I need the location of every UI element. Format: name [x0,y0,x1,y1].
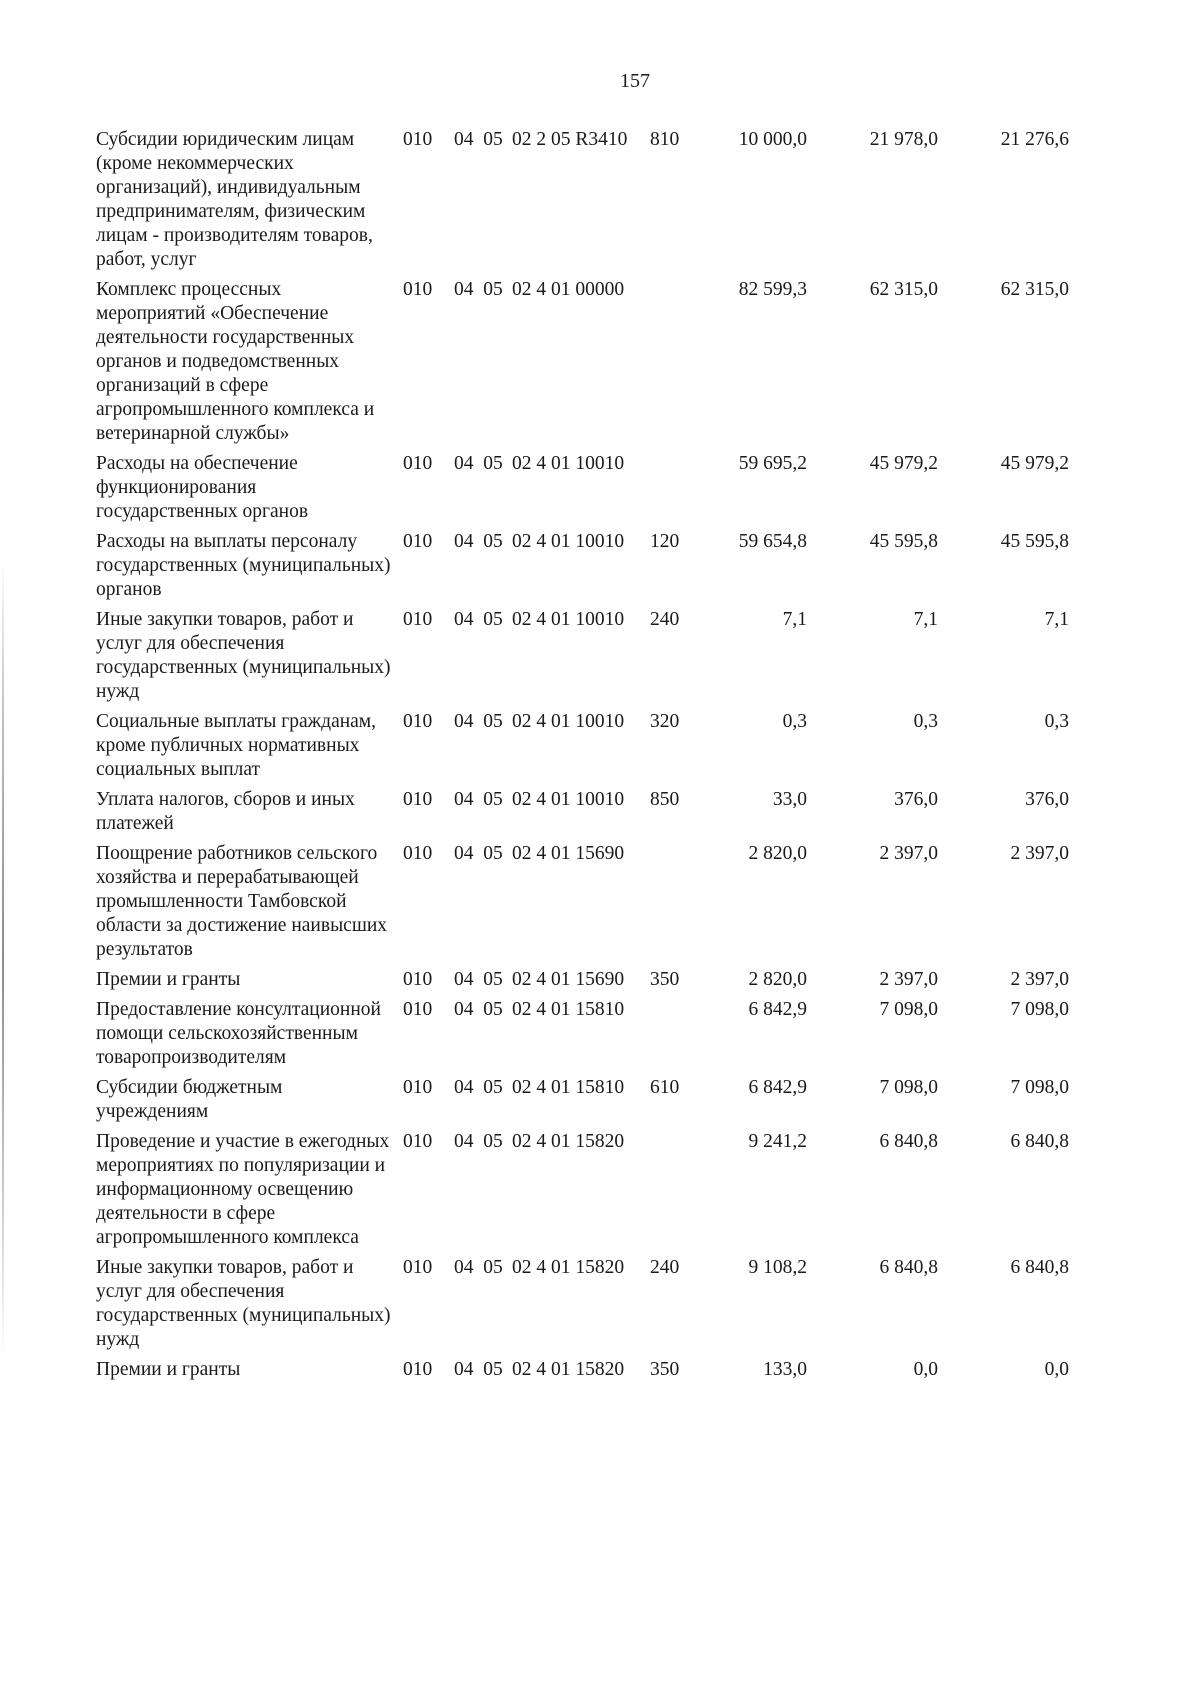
row-section-subsection [452,278,510,446]
code-spacer [474,609,484,630]
code-spacer [474,789,484,810]
row-admin-code: 010 [403,1131,433,1152]
row-name: Предоставление консултационной помощи сельскохозяйственным товаропроизводителям [96,999,381,1068]
row-expense-type-code: 350 [650,1359,680,1380]
row-admin-code: 010 [403,789,433,810]
row-amount-year-3: 7,1 [1044,609,1069,630]
row-target-article-code: 02 4 01 00000 [512,279,625,300]
row-name: Расходы на выплаты персоналу государственных (муниципальных) органов [96,531,391,600]
row-section-code: 04 [454,453,474,474]
row-section-code: 04 [454,129,474,150]
row-amount-year-2: 21 978,0 [869,129,938,150]
table-row [96,788,1186,836]
row-subsection-code: 05 [483,1257,503,1278]
table-row [96,608,1186,704]
row-admin-code: 010 [403,531,433,552]
code-spacer [474,1359,484,1380]
row-amount-year-3: 7 098,0 [1010,999,1069,1020]
row-subsection-code: 05 [483,453,503,474]
row-expense-type-code: 120 [650,531,680,552]
row-section-subsection [452,452,510,524]
row-amount-year-3: 7 098,0 [1010,1077,1069,1098]
row-amount-year-3: 62 315,0 [1000,279,1069,300]
row-expense-type-code: 850 [650,789,680,810]
row-section-code: 04 [454,1131,474,1152]
row-amount-year-1: 33,0 [772,789,807,810]
row-amount-year-2: 2 397,0 [879,969,938,990]
row-subsection-code: 05 [483,531,503,552]
row-expense-type-code: 240 [650,609,680,630]
row-target-article-code: 02 4 01 15810 [512,1077,625,1098]
row-name: Поощрение работников сельского хозяйства и перерабатывающей промышленности Тамбовской области за достижение наивысших результатов [96,843,388,960]
table-row [96,968,1186,992]
row-amount-year-1: 59 654,8 [738,531,807,552]
row-subsection-code: 05 [483,969,503,990]
row-amount-year-1: 9 241,2 [748,1131,807,1152]
row-target-article-code: 02 4 01 10010 [512,609,625,630]
row-expense-type-code [648,452,704,524]
table-row [96,278,1186,446]
row-section-code: 04 [454,843,474,864]
row-section-subsection [452,998,510,1070]
row-admin-code: 010 [403,1077,433,1098]
row-amount-year-2: 6 840,8 [879,1257,938,1278]
row-subsection-code: 05 [483,1359,503,1380]
row-section-subsection [452,128,510,272]
budget-table [96,128,1186,1388]
table-row [96,1130,1186,1250]
row-subsection-code: 05 [483,711,503,732]
row-amount-year-3: 6 840,8 [1010,1131,1069,1152]
row-amount-year-2: 0,0 [913,1359,938,1380]
row-target-article-code: 02 4 01 15820 [512,1131,625,1152]
row-section-code: 04 [454,1077,474,1098]
row-section-code: 04 [454,1257,474,1278]
row-target-article-code: 02 4 01 15690 [512,843,625,864]
row-admin-code: 010 [403,609,433,630]
row-subsection-code: 05 [483,609,503,630]
row-amount-year-2: 2 397,0 [879,843,938,864]
table-row [96,452,1186,524]
table-row [96,710,1186,782]
row-expense-type-code: 320 [650,711,680,732]
row-amount-year-3: 21 276,6 [1000,129,1069,150]
row-amount-year-2: 7 098,0 [879,1077,938,1098]
row-section-code: 04 [454,1359,474,1380]
row-admin-code: 010 [403,1257,433,1278]
row-admin-code: 010 [403,129,433,150]
row-amount-year-2: 7 098,0 [879,999,938,1020]
row-target-article-code: 02 2 05 R3410 [512,129,628,150]
row-target-article-code: 02 4 01 15810 [512,999,625,1020]
row-expense-type-code [648,278,704,446]
row-target-article-code: 02 4 01 15820 [512,1359,625,1380]
row-name: Расходы на обеспечение функционирования государственных органов [96,453,309,522]
table-row [96,842,1186,962]
code-spacer [474,999,484,1020]
row-admin-code: 010 [403,453,433,474]
code-spacer [474,453,484,474]
row-section-code: 04 [454,789,474,810]
row-admin-code: 010 [403,843,433,864]
row-admin-code: 010 [403,1359,433,1380]
row-amount-year-1: 59 695,2 [738,453,807,474]
row-section-subsection [452,608,510,704]
row-section-code: 04 [454,969,474,990]
row-amount-year-1: 2 820,0 [748,843,807,864]
row-target-article-code: 02 4 01 15690 [512,969,625,990]
row-expense-type-code [648,842,704,962]
row-amount-year-2: 376,0 [894,789,938,810]
row-amount-year-1: 133,0 [763,1359,807,1380]
row-section-subsection [452,1256,510,1352]
row-section-subsection [452,788,510,836]
row-section-code: 04 [454,609,474,630]
code-spacer [474,1131,484,1152]
row-subsection-code: 05 [483,999,503,1020]
row-target-article-code: 02 4 01 10010 [512,531,625,552]
code-spacer [474,279,484,300]
row-amount-year-2: 62 315,0 [869,279,938,300]
row-section-code: 04 [454,711,474,732]
row-section-subsection [452,530,510,602]
row-amount-year-1: 6 842,9 [748,1077,807,1098]
table-row [96,1076,1186,1124]
row-target-article-code: 02 4 01 15820 [512,1257,625,1278]
table-row [96,1256,1186,1352]
row-expense-type-code: 240 [650,1257,680,1278]
row-amount-year-1: 7,1 [782,609,807,630]
table-row [96,128,1186,272]
row-section-subsection [452,1130,510,1250]
code-spacer [474,531,484,552]
code-spacer [474,843,484,864]
row-subsection-code: 05 [483,1077,503,1098]
row-section-subsection [452,710,510,782]
code-spacer [474,711,484,732]
row-name: Иные закупки товаров, работ и услуг для обеспечения государственных (муниципальных) нужд [96,609,391,702]
row-section-subsection [452,1358,510,1382]
table-row [96,530,1186,602]
row-target-article-code: 02 4 01 10010 [512,453,625,474]
row-amount-year-3: 2 397,0 [1010,843,1069,864]
row-name: Проведение и участие в ежегодных мероприятиях по популяризации и информационному освещению деятельности в сфере агропромышленного комплекса [96,1131,390,1248]
row-target-article-code: 02 4 01 10010 [512,789,625,810]
row-name: Субсидии бюджетным учреждениям [96,1077,283,1122]
row-amount-year-1: 6 842,9 [748,999,807,1020]
code-spacer [474,969,484,990]
row-section-subsection [452,968,510,992]
table-row [96,998,1186,1070]
row-section-code: 04 [454,999,474,1020]
row-amount-year-3: 0,0 [1044,1359,1069,1380]
scan-edge-shadow [2,560,4,1360]
row-amount-year-2: 6 840,8 [879,1131,938,1152]
row-name: Субсидии юридическим лицам (кроме некоммерческих организаций), индивидуальным предпринимателям, физическим лицам - производителям товаров, работ, услуг [96,129,373,270]
row-section-code: 04 [454,531,474,552]
row-target-article-code: 02 4 01 10010 [512,711,625,732]
row-admin-code: 010 [403,279,433,300]
table-row [96,1358,1186,1382]
code-spacer [474,129,484,150]
row-amount-year-1: 2 820,0 [748,969,807,990]
row-amount-year-2: 45 595,8 [869,531,938,552]
row-expense-type-code: 810 [650,129,680,150]
row-subsection-code: 05 [483,843,503,864]
row-expense-type-code: 350 [650,969,680,990]
row-admin-code: 010 [403,999,433,1020]
row-section-code: 04 [454,279,474,300]
row-amount-year-2: 0,3 [913,711,938,732]
row-amount-year-1: 82 599,3 [738,279,807,300]
row-amount-year-2: 45 979,2 [869,453,938,474]
row-amount-year-3: 45 979,2 [1000,453,1069,474]
row-amount-year-3: 376,0 [1025,789,1069,810]
row-name: Премии и гранты [96,969,241,990]
row-name: Уплата налогов, сборов и иных платежей [96,789,355,834]
row-expense-type-code [648,998,704,1070]
row-subsection-code: 05 [483,279,503,300]
row-admin-code: 010 [403,711,433,732]
code-spacer [474,1257,484,1278]
row-amount-year-1: 0,3 [782,711,807,732]
row-name: Иные закупки товаров, работ и услуг для обеспечения государственных (муниципальных) нужд [96,1257,391,1350]
row-amount-year-2: 7,1 [913,609,938,630]
row-amount-year-3: 0,3 [1044,711,1069,732]
row-amount-year-3: 2 397,0 [1010,969,1069,990]
row-subsection-code: 05 [483,129,503,150]
row-amount-year-1: 9 108,2 [748,1257,807,1278]
row-amount-year-1: 10 000,0 [738,129,807,150]
code-spacer [474,1077,484,1098]
row-name: Премии и гранты [96,1359,241,1380]
row-expense-type-code: 610 [650,1077,680,1098]
row-amount-year-3: 6 840,8 [1010,1257,1069,1278]
row-amount-year-3: 45 595,8 [1000,531,1069,552]
page-number: 157 [620,70,650,92]
row-subsection-code: 05 [483,789,503,810]
row-expense-type-code [648,1130,704,1250]
row-section-subsection [452,842,510,962]
row-name: Комплекс процессных мероприятий «Обеспечение деятельности государственных органов и подведомственных организаций в сфере агропромышленного комплекса и ветеринарной службы» [96,279,375,444]
row-subsection-code: 05 [483,1131,503,1152]
row-admin-code: 010 [403,969,433,990]
row-name: Социальные выплаты гражданам, кроме публичных нормативных социальных выплат [96,711,377,780]
row-section-subsection [452,1076,510,1124]
